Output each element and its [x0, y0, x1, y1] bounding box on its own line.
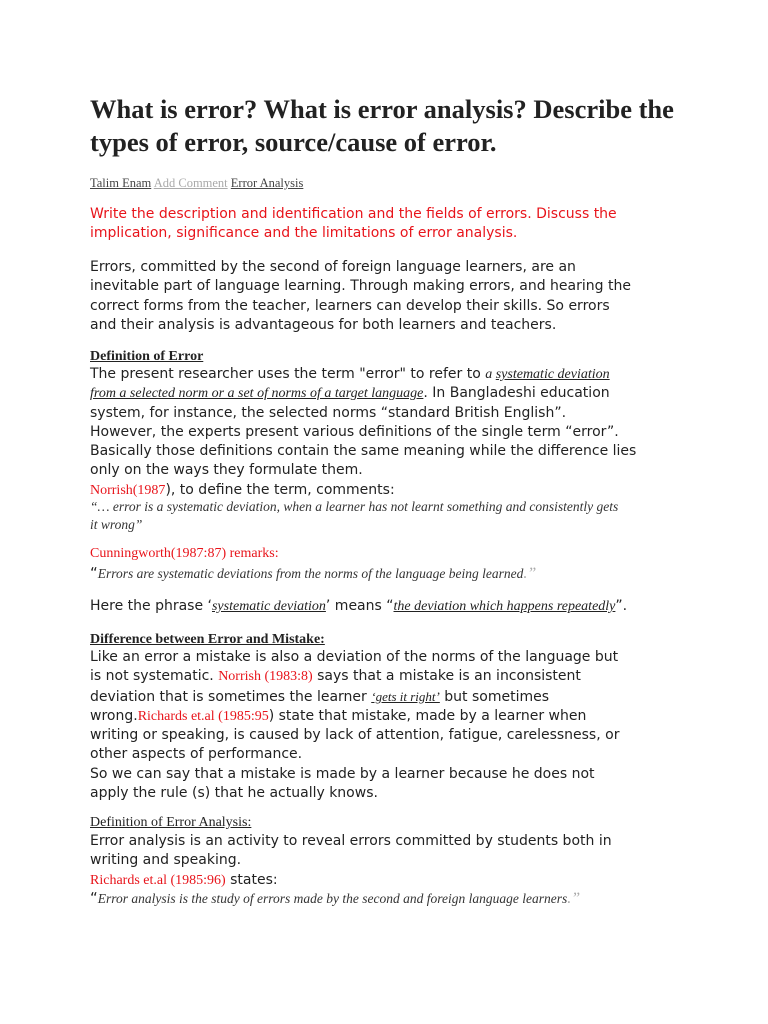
- underlined-italic-text: the deviation which happens repeatedly: [393, 599, 616, 614]
- quote-line: “… error is a systematic deviation, when a learner has not learnt something and consistently gets: [90, 499, 619, 514]
- quote-text: Errors are systematic deviations from the norms of the language being learned: [97, 566, 524, 581]
- text-span: wrong.: [90, 707, 138, 724]
- definition-of-error-body: [90, 365, 680, 500]
- section-heading-difference: Difference between Error and Mistake:: [90, 632, 325, 647]
- paragraph-line: Errors, committed by the second of foreign language learners, are an: [90, 259, 576, 275]
- paragraph-line: correct forms from the teacher, learners can develop their skills. So errors: [90, 297, 610, 314]
- intro-red-line: implication, significance and the limitations of error analysis.: [90, 225, 518, 242]
- paragraph-line: writing or speaking, is caused by lack of attention, fatigue, carelessness, or: [90, 727, 620, 744]
- paragraph-line: [90, 871, 680, 890]
- quote-mark: “: [90, 564, 98, 582]
- section-heading-definition-of-error: Definition of Error: [90, 349, 204, 364]
- quote-mark: “: [90, 889, 98, 907]
- underlined-italic-text: ‘gets it right’: [371, 688, 440, 704]
- text-span: but sometimes: [439, 688, 550, 705]
- text-span: The present researcher uses the term "error" to refer to: [90, 366, 486, 382]
- text-span: ) state that mistake, made by a learner when: [268, 707, 587, 724]
- paragraph-line: system, for instance, the selected norms “standard British English”.: [90, 404, 567, 421]
- cunningworth-quote: [90, 564, 680, 583]
- norrish-quote: [90, 498, 680, 534]
- underlined-italic-text: systematic deviation: [211, 599, 326, 614]
- text-span: deviation that is sometimes the learner: [90, 688, 372, 705]
- paragraph-line: However, the experts present various definitions of the single term “error”.: [90, 423, 619, 440]
- paragraph-line: writing and speaking.: [90, 852, 242, 869]
- author-link[interactable]: Talim Enam: [90, 176, 152, 190]
- text-span: ”.: [615, 598, 628, 614]
- paragraph-line: only on the ways they formulate them.: [90, 462, 363, 479]
- citation-cunningworth: Cunningworth(1987:87) remarks:: [90, 546, 279, 561]
- text-span: is not systematic.: [90, 668, 219, 685]
- post-meta: [90, 176, 303, 191]
- quote-mark: .”: [567, 890, 581, 907]
- quote-mark: .”: [523, 565, 537, 582]
- quote-line: it wrong”: [90, 517, 143, 532]
- text-span: states:: [225, 871, 278, 888]
- phrase-explanation: [90, 597, 680, 616]
- paragraph-line: [90, 667, 680, 686]
- category-link[interactable]: Error Analysis: [230, 176, 304, 190]
- text-span: . In Bangladeshi education: [423, 385, 610, 402]
- text-span: ), to define the term, comments:: [165, 481, 395, 498]
- citation-richards-1985-95: Richards et.al (1985:95: [137, 708, 269, 724]
- paragraph-line: [90, 365, 680, 384]
- intro-paragraph: [90, 258, 680, 335]
- paragraph-line: Basically those definitions contain the same meaning while the difference lies: [90, 443, 637, 460]
- add-comment-link[interactable]: Add Comment: [153, 176, 228, 190]
- underlined-italic-text: systematic deviation: [495, 367, 610, 382]
- citation-richards-1985-96: Richards et.al (1985:96): [90, 872, 226, 888]
- text-span: Here the phrase ‘: [90, 598, 212, 614]
- difference-body: [90, 648, 680, 803]
- intro-red-text: [90, 205, 680, 244]
- paragraph-line: [90, 687, 680, 707]
- definition-of-error-analysis-body: [90, 832, 680, 890]
- text-span: ’ means “: [325, 598, 394, 614]
- paragraph-line: other aspects of performance.: [90, 746, 303, 763]
- page-title: What is error? What is error analysis? Describe the types of error, source/cause of error.: [90, 94, 674, 157]
- paragraph-line: [90, 384, 680, 403]
- paragraph-line: and their analysis is advantageous for both learners and teachers.: [90, 316, 557, 333]
- paragraph-line: So we can say that a mistake is made by a learner because he does not: [90, 765, 595, 782]
- citation-norrish: Norrish(1987: [90, 482, 166, 498]
- quote-text: Error analysis is the study of errors made by the second and foreign language learners: [97, 891, 568, 906]
- section-heading-definition-of-error-analysis: Definition of Error Analysis:: [90, 815, 252, 830]
- paragraph-line: [90, 707, 680, 726]
- text-span: says that a mistake is an inconsistent: [312, 668, 581, 685]
- paragraph-line: Error analysis is an activity to reveal errors committed by students both in: [90, 833, 612, 849]
- italic-text: a: [485, 367, 496, 382]
- intro-red-line: Write the description and identification and the fields of errors. Discuss the: [90, 206, 617, 222]
- underlined-italic-text: from a selected norm or a set of norms of a target language: [90, 386, 424, 402]
- paragraph-line: inevitable part of language learning. Through making errors, and hearing the: [90, 278, 631, 295]
- paragraph-line: apply the rule (s) that he actually knows.: [90, 785, 378, 802]
- citation-norrish-1983: Norrish (1983:8): [218, 669, 313, 685]
- error-analysis-quote: [90, 889, 680, 908]
- paragraph-line: Like an error a mistake is also a deviation of the norms of the language but: [90, 649, 619, 665]
